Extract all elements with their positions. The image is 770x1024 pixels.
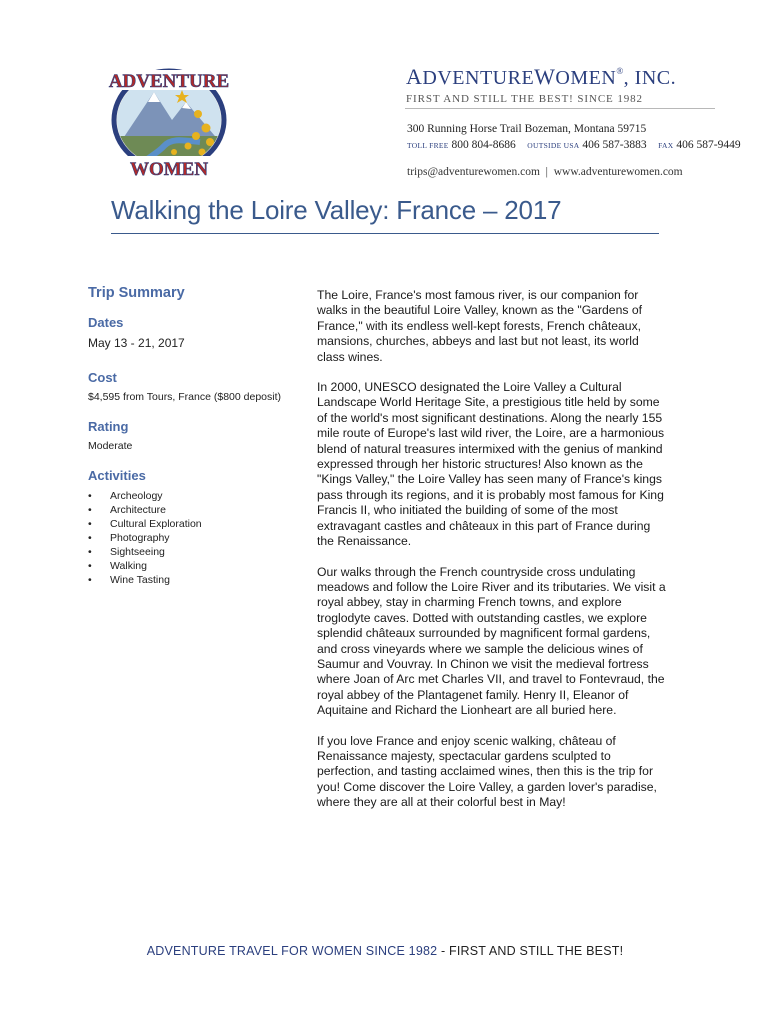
activity-item: • Photography bbox=[88, 532, 170, 544]
activity-item: • Wine Tasting bbox=[88, 574, 170, 586]
fax-number: 406 587-9449 bbox=[676, 139, 741, 151]
footer-slogan bbox=[0, 944, 770, 958]
contact-line bbox=[407, 166, 683, 178]
fax-label: FAX bbox=[658, 141, 674, 150]
adventure-women-logo bbox=[102, 62, 236, 184]
body-paragraph: The Loire, France's most famous river, is our companion for walks in the beautiful Loire Valley, known as the "Gardens of France," with its endless well-kept forests, French châteaux, mansions, churches, abbeys and last but not least, its world class wines. bbox=[317, 288, 642, 364]
footer-rest: - FIRST AND STILL THE BEST! bbox=[437, 944, 624, 958]
trip-summary-heading: Trip Summary bbox=[88, 285, 185, 301]
cost-value: $4,595 from Tours, France ($800 deposit) bbox=[88, 391, 281, 403]
rating-heading: Rating bbox=[88, 419, 129, 434]
page-title: Walking the Loire Valley: France – 2017 bbox=[111, 195, 562, 225]
contact-separator: | bbox=[545, 166, 548, 178]
trip-summary-sidebar bbox=[88, 285, 298, 587]
toll-free-number[interactable]: 800 804-8686 bbox=[451, 139, 516, 151]
trip-description bbox=[317, 288, 669, 826]
activity-item: • Cultural Exploration bbox=[88, 518, 202, 530]
phone-numbers bbox=[407, 139, 741, 151]
company-tagline: FIRST AND STILL THE BEST! SINCE 1982 bbox=[406, 93, 643, 105]
body-paragraph: Our walks through the French countryside cross undulating meadows and follow the Loire River and its tributaries. We visit a royal abbey, stay in charming French towns, and explore troglodyte caves. Dotted with outstanding castles, we explore splendid châteaux surrounded by magnificent formal gardens, and cross vineyards where we sample the delicious wines of Saumur and Vouvray. In Chinon we visit the medieval fortress where Joan of Arc met Charles VII, and travel to Fontevraud, the royal abbey of the Plantagenet family. Henry II, Eleanor of Aquitaine and Richard the Lionheart are all buried here. bbox=[317, 564, 666, 718]
activity-item: • Sightseeing bbox=[88, 546, 165, 558]
email-link[interactable]: trips@adventurewomen.com bbox=[407, 166, 540, 178]
rating-value: Moderate bbox=[88, 440, 133, 452]
dates-heading: Dates bbox=[88, 315, 124, 330]
outside-usa-label: OUTSIDE USA bbox=[527, 141, 580, 150]
footer-highlight: ADVENTURE TRAVEL FOR WOMEN SINCE 1982 bbox=[146, 944, 438, 958]
body-paragraph: In 2000, UNESCO designated the Loire Valley a Cultural Landscape World Heritage Site, a prestigious title held by some of the world's most significant destinations. Along the nearly 155 mile route of Europe's last wild river, the Loire, are a harmonious blend of natural treasures intermixed with the genius of mankind expressed through her historic structures! Also known as the "Kings Valley," the Loire Valley has seen many of France's kings pass through its regions, and it is probably most famous for King Francis II, who initiated the building of some of the most extravagant castles and châteaux in this part of France during the Renaissance. bbox=[317, 380, 665, 549]
toll-free-label: TOLL FREE bbox=[407, 141, 449, 150]
logo-top-text: ADVENTURE bbox=[108, 71, 230, 92]
letterhead-divider bbox=[405, 108, 715, 109]
cost-heading: Cost bbox=[88, 370, 117, 385]
activities-list bbox=[88, 489, 298, 587]
website-link[interactable]: www.adventurewomen.com bbox=[553, 166, 683, 178]
title-divider bbox=[111, 233, 659, 234]
activity-item: • Archeology bbox=[88, 490, 163, 502]
company-name: ADVENTUREWOMEN®, INC. bbox=[406, 64, 677, 89]
dates-value: May 13 - 21, 2017 bbox=[88, 336, 185, 350]
activities-heading: Activities bbox=[88, 468, 146, 483]
activity-item: • Architecture bbox=[88, 504, 167, 516]
outside-usa-number[interactable]: 406 587-3883 bbox=[582, 139, 647, 151]
body-paragraph: If you love France and enjoy scenic walking, château of Renaissance majesty, spectacular gardens sculpted to perfection, and tasting acclaimed wines, then this is the trip for you! Come discover the Loire Valley, a garden lover's paradise, where they are all at their colorful best in May! bbox=[317, 733, 657, 810]
activity-item: • Walking bbox=[88, 560, 147, 572]
logo-bottom-text: WOMEN bbox=[129, 159, 209, 180]
company-address: 300 Running Horse Trail Bozeman, Montana 59715 bbox=[407, 123, 647, 135]
